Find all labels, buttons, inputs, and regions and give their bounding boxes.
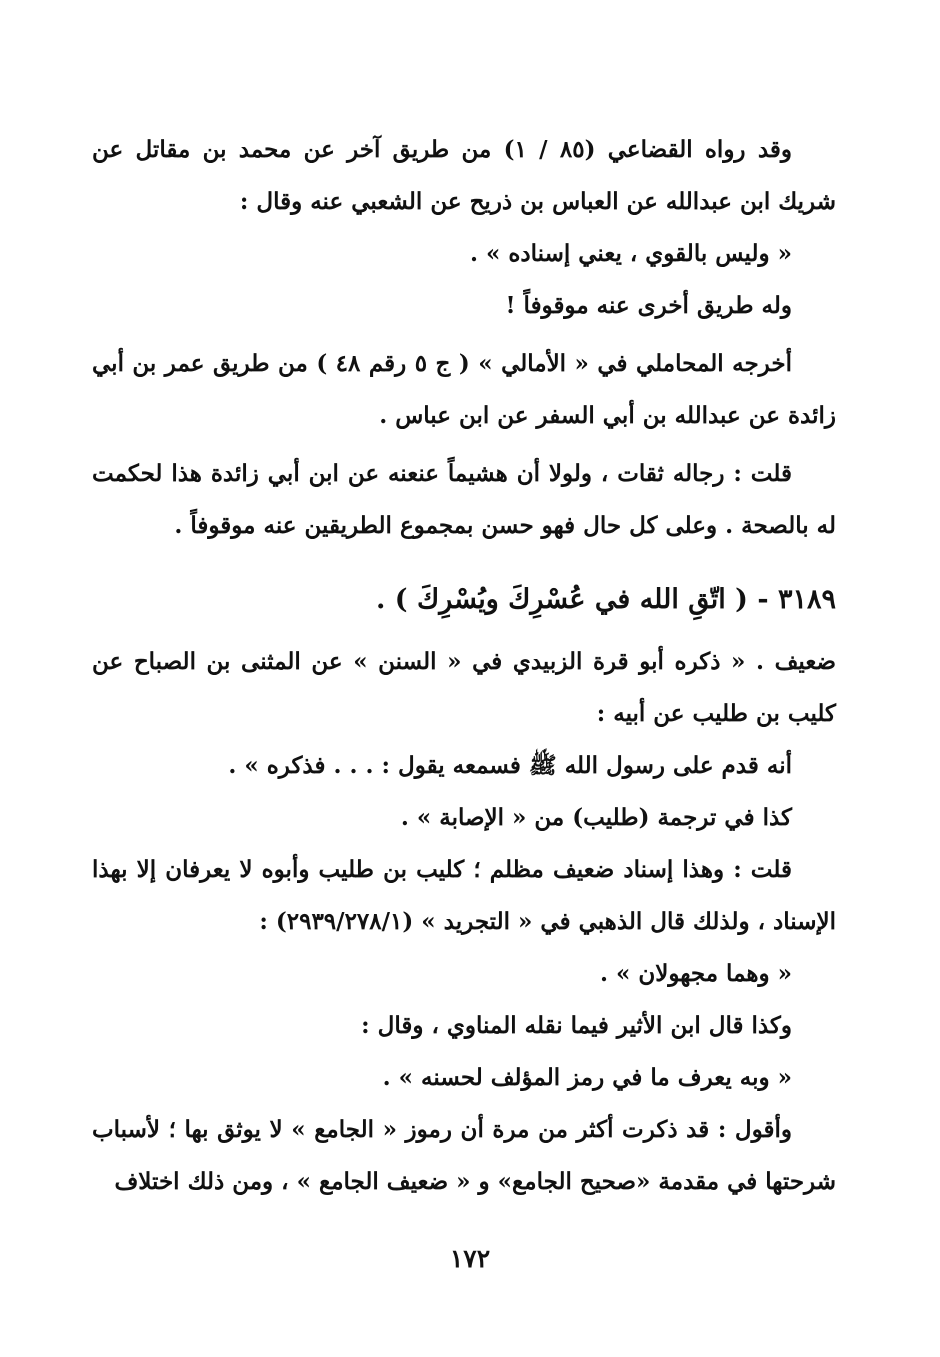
paragraph-weak: ضعيف . « ذكره أبو قرة الزبيدي في « السنن » عن المثنى بن الصباح عن كليب بن طليب عن أبيه : [92,648,836,727]
main-text [92,124,836,1208]
hadith-title: ( اتّقِ الله في عُسْرِكَ ويُسْرِكَ ) . [375,584,748,615]
page-number: ١٧٢ [449,1244,491,1273]
quote-hasan-symbol: « وبه يعرف ما في رمز المؤلف لحسنه » . [382,1064,792,1091]
paragraph-isnad-weak: قلت : وهذا إسناد ضعيف مظلم ؛ كليب بن طليب وأبوه لا يعرفان إلا بهذا الإسناد ، ولذلك قال الذهبي في « التجريد » (٢٩٣٩/٢٧٨/١) : [92,856,836,935]
quote-not-strong: « وليس بالقوي ، يعني إسناده » . [469,240,792,267]
paragraph-isaba: كذا في ترجمة (طليب) من « الإصابة » . [400,804,792,831]
hadith-heading [92,570,836,630]
paragraph-verdict: قلت : رجاله ثقات ، ولولا أن هشيماً عنعنه عن ابن أبي زائدة هذا لحكمت له بالصحة . وعلى كل حال فهو حسن بمجموع الطريقين عنه موقوفاً . [92,460,836,539]
quote-unknown: « وهما مجهولان » . [600,960,792,987]
hadith-number: ٣١٨٩ - [757,584,836,615]
quote-hadith-text: أنه قدم على رسول الله ﷺ فسمعه يقول : . . . فذكره » . [228,752,792,779]
paragraph-ibn-athir: وكذا قال ابن الأثير فيما نقله المناوي ، وقال : [361,1012,792,1039]
paragraph-another-route: وله طريق أخرى عنه موقوفاً ! [505,292,792,319]
paragraph-symbols: وأقول : قد ذكرت أكثر من مرة أن رموز « الجامع » لا يوثق بها ؛ لأسباب شرحتها في مقدمة «صحيح الجامع» و « ضعيف الجامع » ، ومن ذلك اختلاف [92,1116,836,1195]
paragraph-qudai: وقد رواه القضاعي (٨٥ / ١) من طريق آخر عن محمد بن مقاتل عن شريك ابن عبدالله عن العباس بن ذريح عن الشعبي عنه وقال : [92,136,836,215]
paragraph-mahamili: أخرجه المحاملي في « الأمالي » ( ج ٥ رقم ٤٨ ) من طريق عمر بن أبي زائدة عن عبدالله بن أبي السفر عن ابن عباس . [92,350,836,429]
